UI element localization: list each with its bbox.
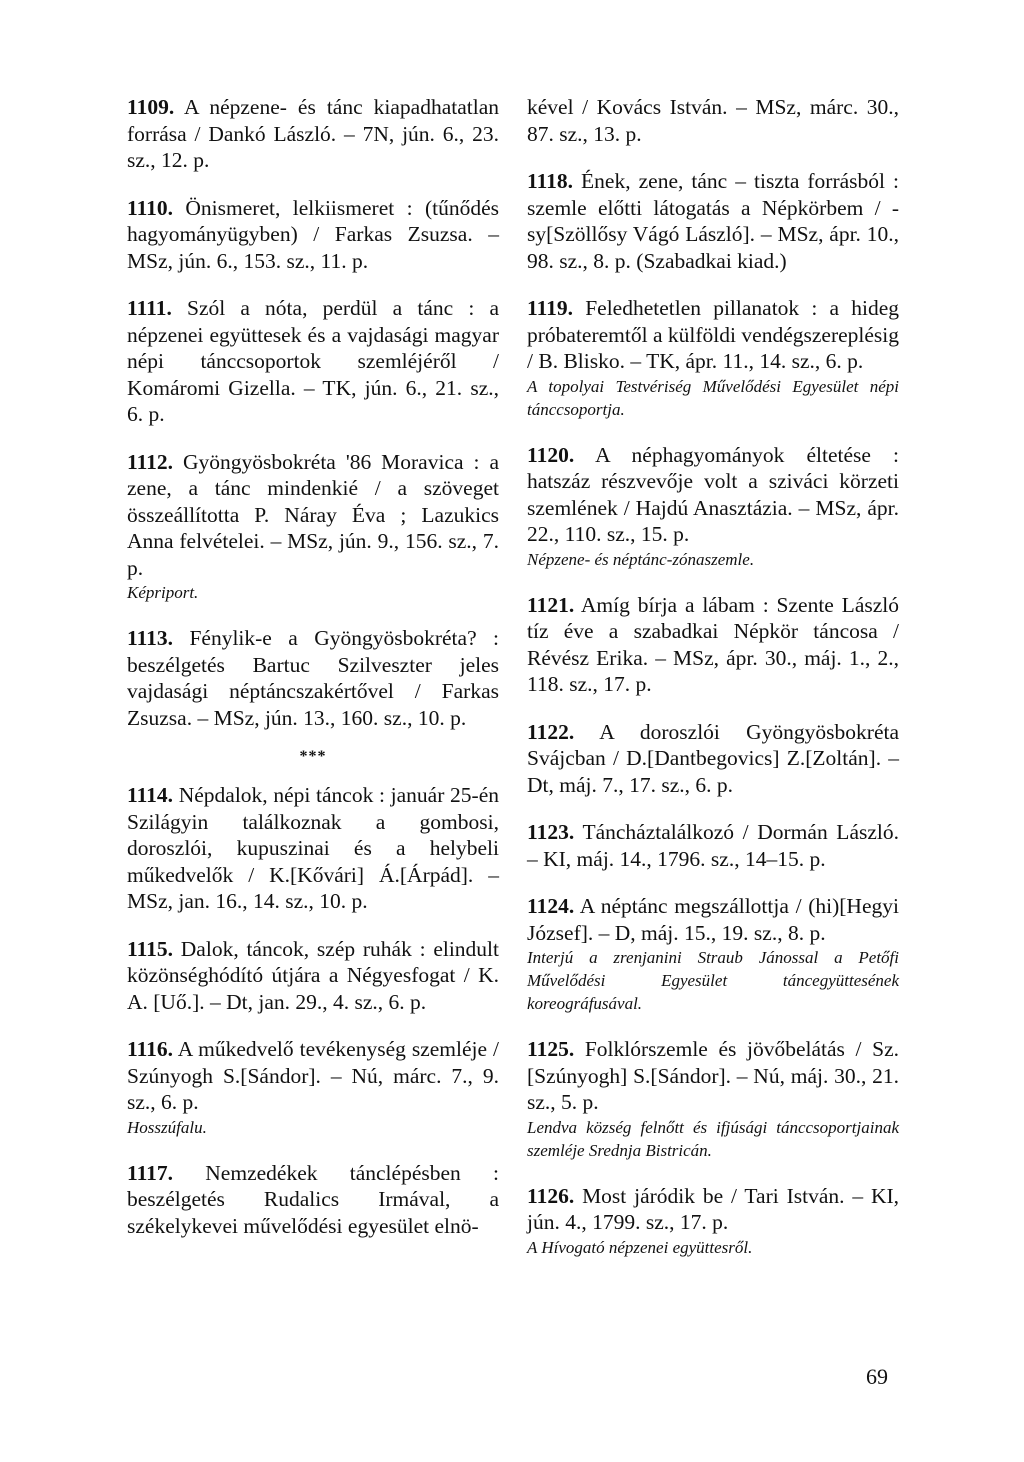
entry-number: 1119. xyxy=(527,296,574,320)
entry-number: 1118. xyxy=(527,169,574,193)
entry-text: Dalok, táncok, szép ruhák : elindult közönséghódító útjára a Négyesfogat / K. A. [Uő.]. – Dt, jan. 29., 4. sz., 6. p. xyxy=(127,936,499,1014)
page-number: 69 xyxy=(866,1364,888,1389)
entry-note: Hosszúfalu. xyxy=(127,1117,207,1137)
bibliography-entry xyxy=(527,168,899,274)
entry-text: Szól a nóta, perdül a tánc : a népzenei együttesek és a vajdasági magyar népi tánccsoportok szemléjéről / Komáromi Gizella. – TK, jún. 6., 21. sz., 6. p. xyxy=(127,296,500,426)
bibliography-entry xyxy=(127,295,499,428)
bibliography-entry xyxy=(527,1036,899,1162)
bibliography-entry xyxy=(527,1183,899,1259)
bibliography-entry xyxy=(127,1160,499,1240)
entry-number: 1109. xyxy=(127,95,175,119)
entry-text: Folklórszemle és jövőbelátás / Sz.[Szúnyogh] S.[Sándor]. – Nú, máj. 30., 21. sz., 5. p. xyxy=(527,1037,899,1114)
entry-number: 1122. xyxy=(527,719,575,744)
entry-text: Önismeret, lelkiismeret : (tűnődés hagyományügyben) / Farkas Zsuzsa. – MSz, jún. 6., 153. sz., 11. p. xyxy=(127,195,499,273)
entry-text: Most járódik be / Tari István. – KI, jún. 4., 1799. sz., 17. p. xyxy=(527,1183,900,1234)
bibliography-entry xyxy=(127,195,499,275)
section-separator: *** xyxy=(299,748,327,765)
entry-note: Képriport. xyxy=(127,583,199,602)
entry-number: 1114. xyxy=(127,783,174,807)
entry-text: Ének, zene, tánc – tiszta forrásból : szemle előtti látogatás a Népkörbem / -sy[Szöllősy Vágó László]. – MSz, ápr. 10., 98. sz., 8. p. (Szabadkai kiad.) xyxy=(527,169,900,273)
entry-text: Feledhetetlen pillanatok : a hideg próbateremtől a külföldi vendégszereplésig / B. Blisko. – TK, ápr. 11., 14. sz., 6. p. xyxy=(527,296,900,373)
entry-number: 1123. xyxy=(527,820,575,844)
bibliography-entry xyxy=(527,592,899,698)
entry-text: A doroszlói Gyöngyösbokréta Svájcban / D.[Dantbegovics] Z.[Zoltán]. – Dt, máj. 7., 17. sz., 6. p. xyxy=(527,719,899,797)
left-column xyxy=(127,94,499,1260)
bibliography-entry xyxy=(127,1036,499,1139)
entry-number: 1112. xyxy=(127,449,174,474)
entry-text: kével / Kovács István. – MSz, márc. 30., 87. sz., 13. p. xyxy=(527,95,899,146)
bibliography-entry xyxy=(127,449,499,605)
entry-number: 1126. xyxy=(527,1183,575,1208)
bibliography-entry xyxy=(127,782,499,915)
entry-text: Népdalok, népi táncok : január 25-én Szilágyin találkoznak a gombosi, doroszlói, kupuszinai és a helybeli műkedvelők / K.[Kővári] Á.[Árpád]. – MSz, jan. 16., 14. sz., 10. p. xyxy=(127,783,500,913)
entry-text: A néphagyományok éltetése : hatszáz részvevője volt a sziváci körzeti szemlének / Hajdú Anasztázia. – MSz, ápr. 22., 110. sz., 15. p. xyxy=(527,442,899,546)
entry-text: A műkedvelő tevékenység szemléje / Szúnyogh S.[Sándor]. – Nú, márc. 7., 9. sz., 6. p. xyxy=(127,1037,499,1114)
entry-text: Amíg bírja a lábam : Szente László tíz éve a szabadkai Népkör táncosa / Révész Erika. – MSz, ápr. 30., máj. 1., 2., 118. sz., 17. p. xyxy=(527,592,899,696)
entry-text: Táncháztalálkozó / Dormán László. – KI, máj. 14., 1796. sz., 14–15. p. xyxy=(527,820,899,871)
bibliography-entry xyxy=(527,442,899,571)
entry-number: 1120. xyxy=(527,442,575,467)
entry-number: 1116. xyxy=(127,1037,174,1061)
entry-text: A néptánc megszállottja / (hi)[Hegyi József]. – D, máj. 15., 19. sz., 8. p. xyxy=(527,894,899,945)
entry-number: 1115. xyxy=(127,936,174,961)
bibliography-entry xyxy=(527,295,899,421)
entry-note: A Hívogató népzenei együttesről. xyxy=(527,1237,753,1257)
entry-number: 1124. xyxy=(527,894,575,918)
bibliography-entry xyxy=(527,893,899,1015)
bibliography-entry-continued xyxy=(527,94,899,147)
entry-text: Nemzedékek tánclépésben : beszélgetés Rudalics Irmával, a székelykevei művelődési egyesület elnö- xyxy=(127,1160,500,1238)
bibliography-entry xyxy=(127,936,499,1016)
entry-number: 1125. xyxy=(527,1037,575,1061)
bibliography-entry xyxy=(527,819,899,872)
entry-number: 1111. xyxy=(127,296,172,320)
entry-text: A népzene- és tánc kiapadhatatlan forrása / Dankó László. – 7N, jún. 6., 23. sz., 12. p. xyxy=(127,95,499,172)
entry-text: Fénylik-e a Gyöngyösbokréta? : beszélgetés Bartuc Szilveszter jeles vajdasági néptáncszakértővel / Farkas Zsuzsa. – MSz, jún. 13., 160. sz., 10. p. xyxy=(127,626,499,730)
entry-number: 1113. xyxy=(127,626,174,650)
bibliography-entry xyxy=(127,625,499,731)
entry-number: 1117. xyxy=(127,1160,174,1185)
entry-note: Interjú a zrenjanini Straub Jánossal a Petőfi Művelődési Egyesület táncegyüttesének koreográfusával. xyxy=(527,948,899,1013)
right-column xyxy=(527,94,899,1280)
entry-text: Gyöngyösbokréta '86 Moravica : a zene, a tánc mindenkié / a szöveget összeállította P. Náray Éva ; Lazukics Anna felvételei. – MSz, jún. 9., 156. sz., 7. p. xyxy=(127,449,499,580)
bibliography-entry xyxy=(527,719,899,799)
entry-number: 1110. xyxy=(127,195,174,220)
entry-note: A topolyai Testvériség Művelődési Egyesület népi tánccsoportja. xyxy=(527,376,899,419)
entry-note: Népzene- és néptánc-zónaszemle. xyxy=(527,549,755,569)
entry-note: Lendva község felnőtt és ifjúsági tánccsoportjainak szemléje Srednja Bistricán. xyxy=(527,1117,899,1160)
bibliography-entry xyxy=(127,94,499,174)
entry-number: 1121. xyxy=(527,592,575,617)
